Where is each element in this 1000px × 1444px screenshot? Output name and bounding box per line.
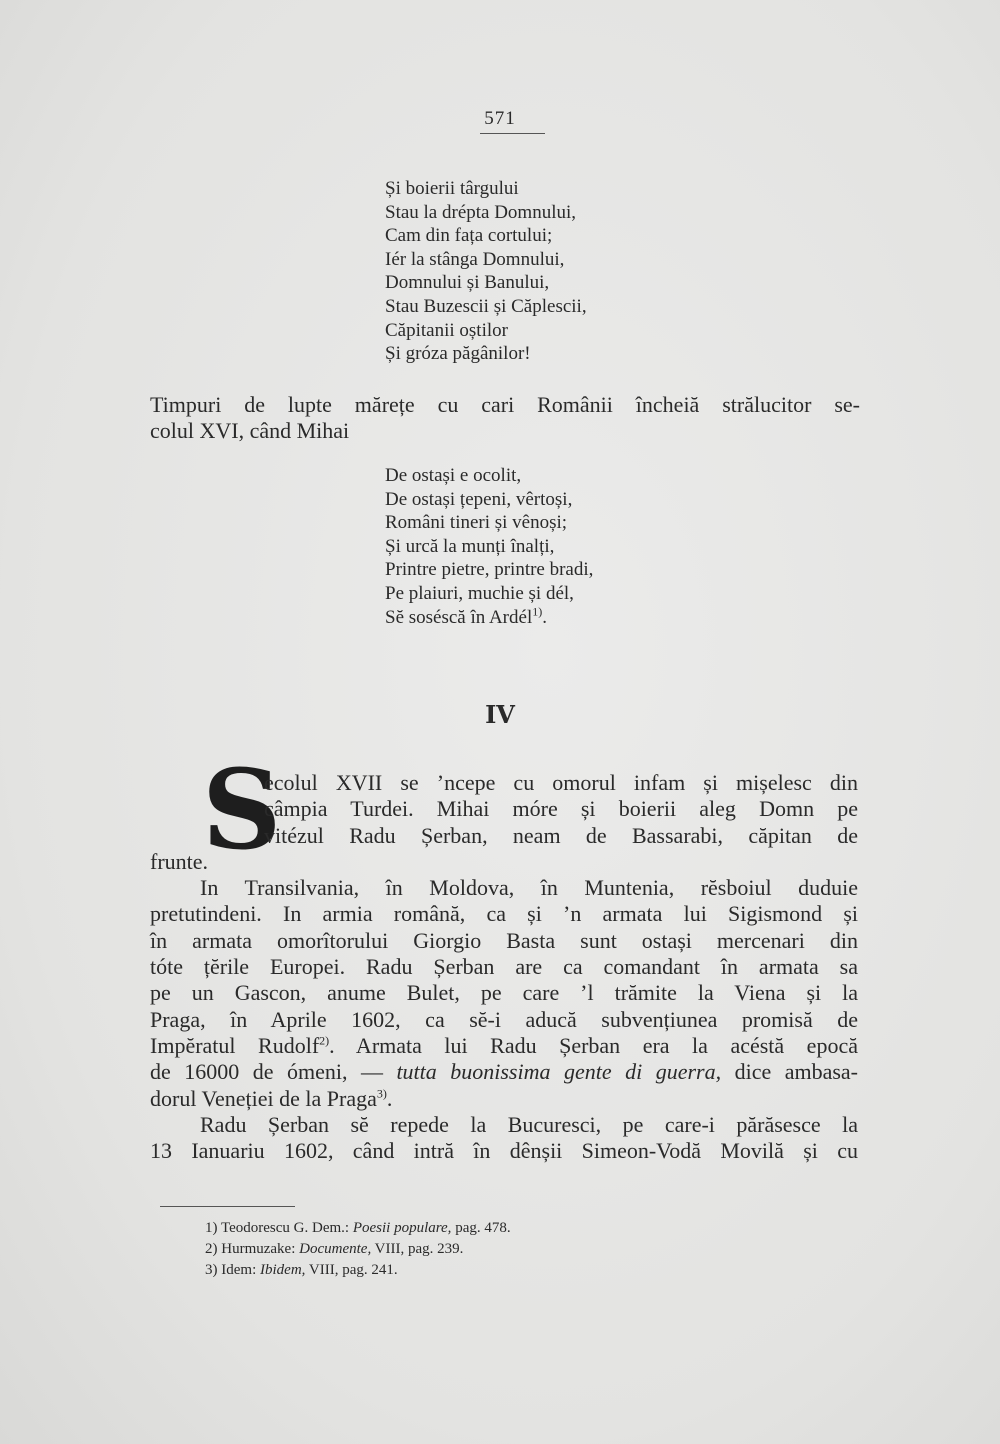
verse-line: Și gróza păgânilor! — [385, 343, 531, 365]
body-text — [150, 770, 858, 1164]
paragraph-intro — [150, 392, 860, 445]
verse-line: Stau Buzescii și Căplescii, — [385, 295, 587, 317]
verse-line: Printre pietre, printre bradi, — [385, 559, 594, 581]
verse-line: Și boierii târgului — [385, 178, 519, 199]
footnote-ref: 3) — [376, 1086, 387, 1101]
footnote-number: 3) — [205, 1262, 218, 1278]
body-line: ecolul XVII se ’ncepe cu omorul infam și mișelesc din — [264, 770, 858, 795]
footnote-author: Idem: — [221, 1262, 260, 1278]
footnotes — [205, 1218, 511, 1281]
footnote-author: Hurmuzake: — [221, 1241, 300, 1257]
body-line: In Transilvania, în Moldova, în Muntenia, rĕsboiul duduie — [200, 875, 858, 901]
verse-block-1 — [385, 177, 587, 366]
footnote-ref: 1) — [532, 604, 543, 619]
footnote-author: Teodorescu G. Dem.: — [220, 1220, 353, 1236]
body-text-span: . Armata lui Radu Șerban era la acéstă epocă — [329, 1032, 858, 1058]
footnote-number: 1) — [205, 1220, 218, 1236]
body-line: tóte țĕrile Europei. Radu Șerban are ca comandant în armata sa — [150, 954, 858, 980]
body-text-span: . — [386, 1085, 393, 1111]
footnote-rest: VIII, pag. 239. — [371, 1241, 464, 1257]
page-number-rule — [480, 133, 545, 134]
verse-line: De ostași țepeni, vêrtoși, — [385, 488, 573, 510]
verse-line: Iér la stânga Domnului, — [385, 248, 565, 270]
body-line: vitézul Radu Șerban, neam de Bassarabi, căpitan de — [264, 822, 858, 848]
body-line — [150, 1086, 858, 1112]
body-line: Radu Șerban sĕ repede la Bucuresci, pe care-i părăsesce la — [200, 1111, 858, 1137]
footnote-rest: pag. 478. — [451, 1220, 511, 1236]
footnote-number: 2) — [205, 1241, 218, 1257]
body-text-span: dice ambasa- — [721, 1059, 858, 1085]
verse-line: De ostași e ocolit, — [385, 465, 522, 486]
verse-line: Și urcă la munți înalți, — [385, 535, 555, 557]
page-number: 571 — [484, 108, 516, 129]
body-text-span: dorul Veneției de la Praga — [150, 1085, 377, 1111]
verse-line: Români tineri și vênoși; — [385, 512, 568, 534]
body-line: Praga, în Aprile 1602, ca sĕ-i aducă subvențiunea promisă de — [150, 1006, 858, 1032]
body-line: pretutindeni. In armia română, ca și ’n armata lui Sigismond și — [150, 901, 858, 927]
footnote-title: Poesii populare, — [352, 1220, 452, 1236]
verse-block-2: De ostași e ocolit, De ostași țepeni, vêrtoși, Români tineri și vênoși; Și urcă la munți înalți, Printre pietre, printre bradi, Pe plaiuri, muchie și dél, Sĕ soséscă în Ardél$^{1)}$. — [385, 465, 594, 628]
dropcap-letter: S — [202, 745, 282, 874]
verse-line: Domnului și Banului, — [385, 272, 550, 294]
verse-line: Sĕ soséscă în Ardél — [385, 606, 533, 628]
footnote-title: Documente, — [299, 1241, 372, 1257]
verse-line: Stau la drépta Domnului, — [385, 201, 577, 223]
footnote — [205, 1218, 511, 1239]
footnote-rest: VIII, pag. 241. — [305, 1262, 398, 1278]
footnote-rule — [160, 1206, 295, 1207]
footnote-title: Ibidem, — [260, 1262, 306, 1278]
body-line: pe un Gascon, anume Bulet, pe care ’l trămite la Viena și la — [150, 980, 858, 1006]
body-line — [150, 1033, 858, 1059]
section-heading: IV — [485, 700, 515, 729]
footnote — [205, 1260, 511, 1281]
footnote — [205, 1239, 511, 1260]
body-line: frunte. — [150, 848, 209, 874]
verse-line: Căpitanii oștilor — [385, 319, 508, 341]
body-text-span: de 16000 de ómeni, — — [150, 1059, 397, 1085]
verse-line: Cam din fața cortului; — [385, 225, 553, 247]
footnote-ref: 2) — [319, 1033, 330, 1048]
body-line: câmpia Turdei. Mihai móre și boierii aleg Domn pe — [264, 796, 858, 822]
verse-line: Pe plaiuri, muchie și dél, — [385, 582, 574, 604]
body-line: 13 Ianuariu 1602, când intră în dênșii Simeon-Vodă Movilă și cu — [150, 1138, 858, 1164]
body-line: în armata omorîtorului Giorgio Basta sunt ostași mercenari din — [150, 927, 858, 953]
italic-quote: tutta buonissima gente di guerra, — [396, 1059, 722, 1085]
body-text-span: Impĕratul Rudolf — [150, 1032, 320, 1058]
body-line — [150, 1059, 858, 1085]
paragraph-line: colul XVI, când Mihai — [150, 418, 350, 444]
paragraph-line: Timpuri de lupte mărețe cu cari Românii încheiă strălucitor se- — [150, 392, 860, 417]
